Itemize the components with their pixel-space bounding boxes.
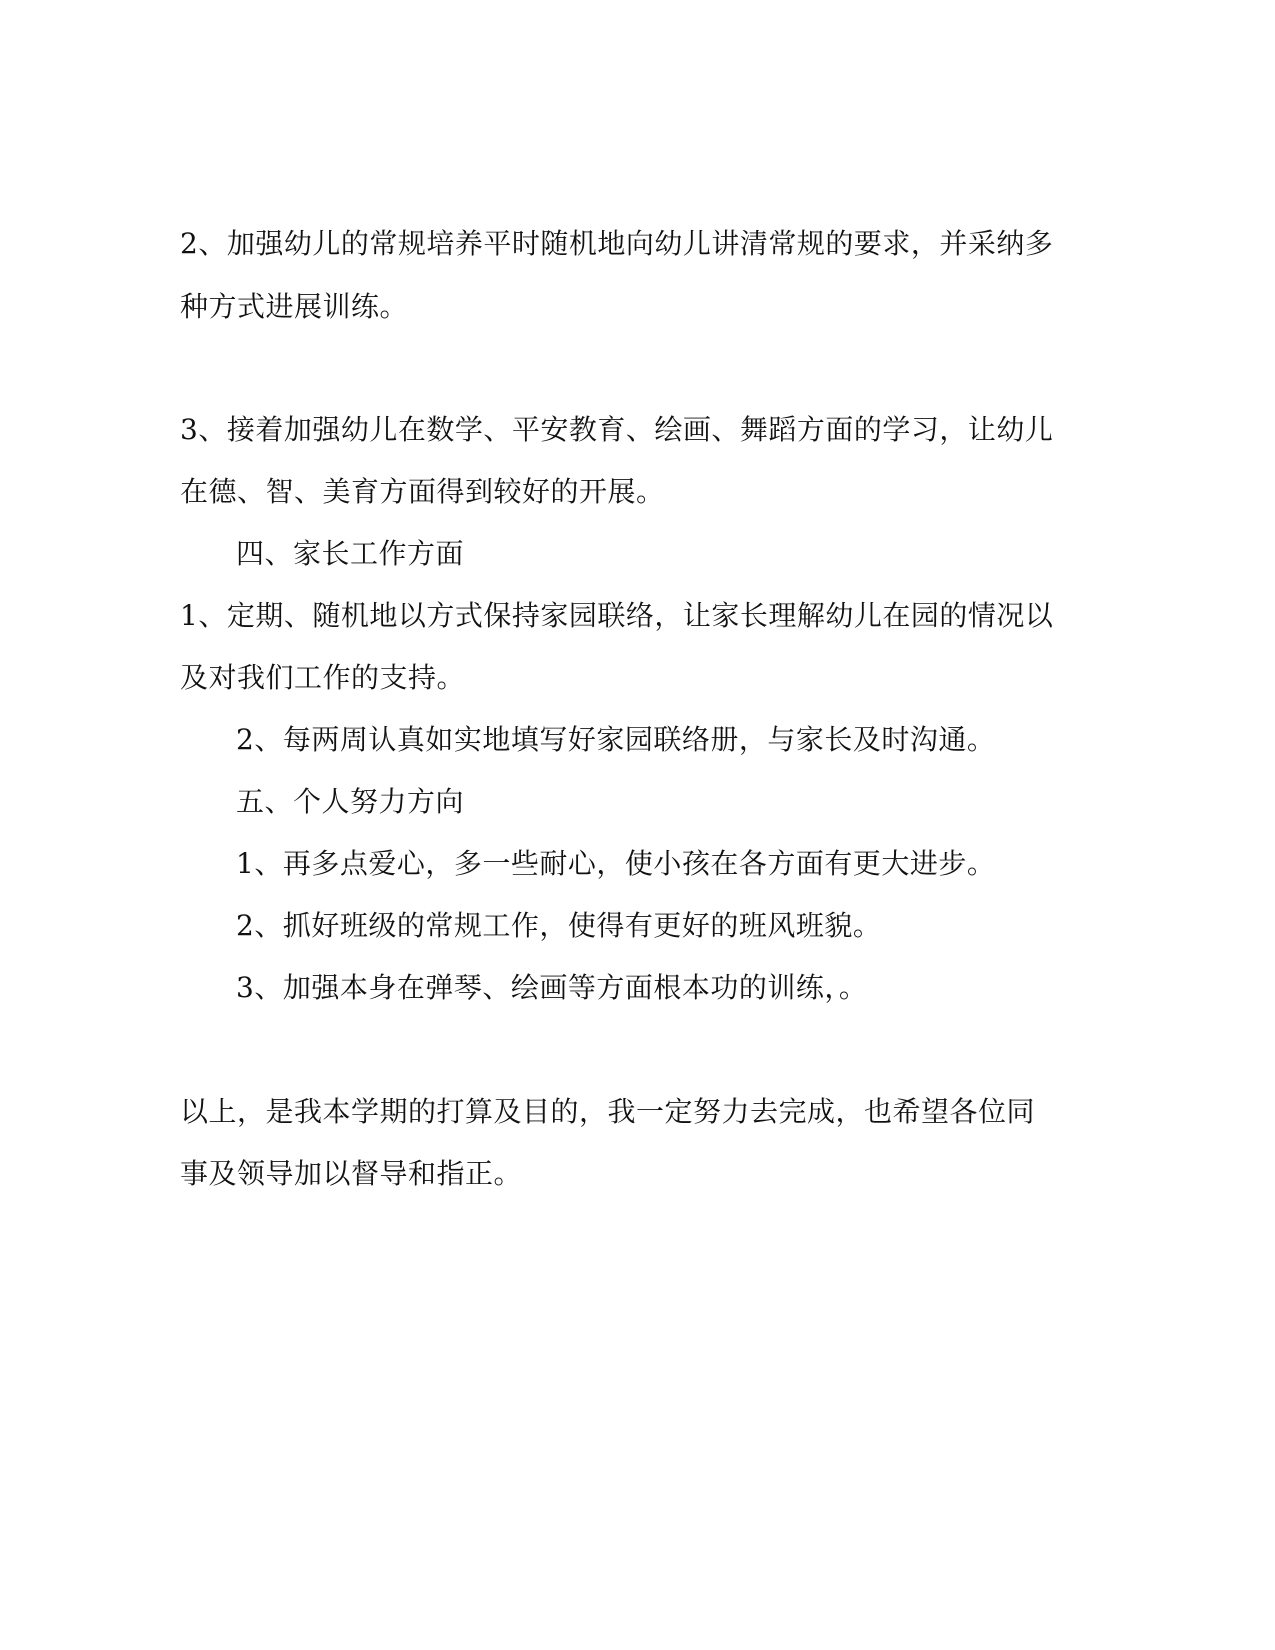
paragraph-2-line-1: 2、加强幼儿的常规培养平时随机地向幼儿讲清常规的要求，并采纳多: [180, 227, 1054, 260]
paragraph-3-line-2: 在德、智、美育方面得到较好的开展。: [180, 475, 665, 508]
closing-line-1: 以上，是我本学期的打算及目的，我一定努力去完成，也希望各位同: [180, 1095, 1036, 1128]
section-4-item-2: 2、每两周认真如实地填写好家园联络册，与家长及时沟通。: [236, 723, 996, 756]
paragraph-2-line-2: 种方式进展训练。: [180, 290, 409, 323]
section-4-item-1-line-1: 1、定期、随机地以方式保持家园联络，让家长理解幼儿在园的情况以: [180, 599, 1054, 632]
section-4-item-1-line-2: 及对我们工作的支持。: [180, 661, 466, 694]
section-5-heading: 五、个人努力方向: [236, 785, 465, 818]
section-4-heading: 四、家长工作方面: [236, 537, 465, 570]
section-5-item-2: 2、抓好班级的常规工作，使得有更好的班风班貌。: [236, 909, 882, 942]
section-5-item-1: 1、再多点爱心，多一些耐心，使小孩在各方面有更大进步。: [236, 847, 996, 880]
paragraph-3-line-1: 3、接着加强幼儿在数学、平安教育、绘画、舞蹈方面的学习，让幼儿: [180, 413, 1054, 446]
closing-line-2: 事及领导加以督导和指正。: [180, 1157, 523, 1190]
section-5-item-3: 3、加强本身在弹琴、绘画等方面根本功的训练，。: [236, 971, 868, 1004]
